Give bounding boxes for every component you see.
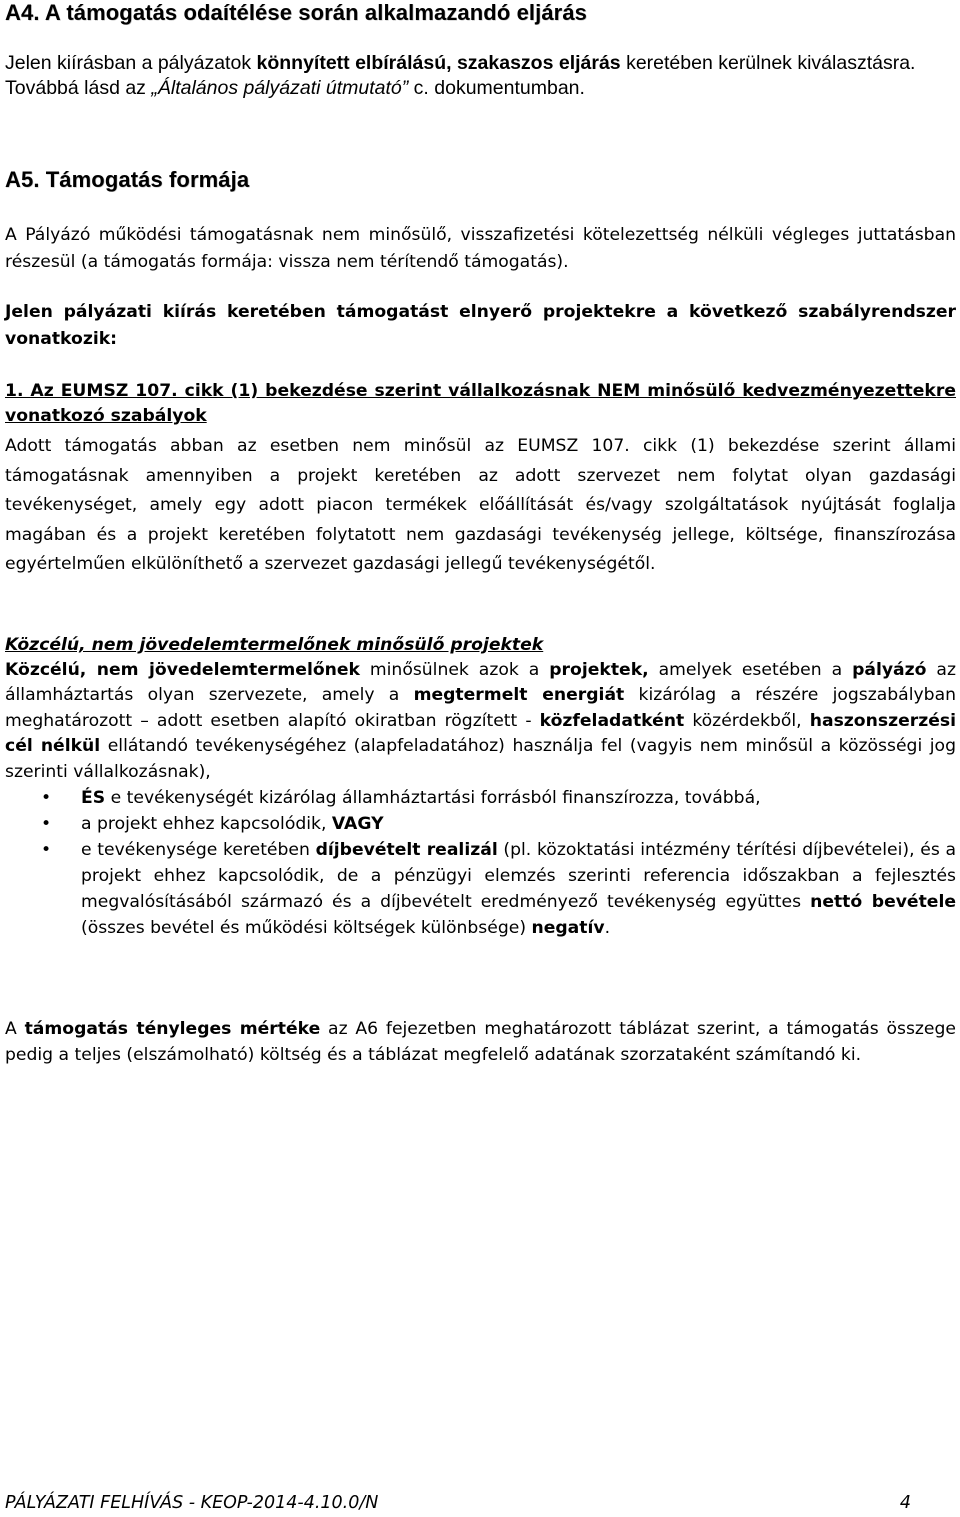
section-a4-heading: A4. A támogatás odaítélése során alkalmazandó eljárás	[5, 0, 588, 25]
list-item	[5, 785, 956, 811]
sr-bold-1: támogatás tényleges mértéke	[24, 1019, 321, 1039]
pp-text-6: ellátandó tevékenységéhez (alapfeladatához) használja fel (vagyis nem minősül a közösségi jog szerinti vállalkozásnak),	[5, 736, 956, 782]
bullet-3-bold-1: díjbevételt realizál	[315, 840, 498, 861]
public-projects-heading: Közcélú, nem jövedelemtermelőnek minősülő projektek	[5, 635, 544, 655]
pp-bold-5: közfeladatként	[539, 710, 685, 731]
a4-paragraph-1	[5, 51, 956, 76]
bullet-1-bold: ÉS	[81, 788, 106, 809]
pp-bold-6: haszonszerzési cél nélkül	[5, 710, 956, 757]
list-item	[5, 811, 956, 837]
bullet-3-bold-2: nettó bevétele	[810, 892, 957, 913]
a4-p2-italic: „Általános pályázati útmutató”	[151, 77, 409, 99]
sr-text-2: az A6 fejezetben meghatározott táblázat szerint, a támogatás összege pedig a teljes (elszámolható) költség és a táblázat megfelelő adatának szorzataként számítandó ki.	[5, 1019, 956, 1065]
public-projects-bullet-list	[5, 785, 956, 941]
pp-bold-2: projektek,	[549, 660, 649, 680]
section-a5-heading: A5. Támogatás formája	[5, 167, 250, 192]
section-a5-body	[5, 222, 956, 276]
pp-bold-3: pályázó	[852, 660, 927, 680]
a5-rule-block	[5, 299, 956, 353]
list-item	[5, 837, 956, 941]
item-1-body: Adott támogatás abban az esetben nem minősül az EUMSZ 107. cikk (1) bekezdése szerint állami támogatásnak amennyiben a projekt keretében az adott szervezet nem folytat olyan gazdasági tevékenységet, amely egy adott piacon termékek előállítását és/vagy szolgáltatások nyújtását foglalja magában és a projekt keretében folytatott nem gazdasági tevékenység jellege, költsége, finanszírozása egyértelműen elkülöníthető a szervezet gazdasági jellegű tevékenységétől.	[5, 436, 956, 574]
sr-text-1: A	[5, 1019, 25, 1039]
a4-p1-prefix: Jelen kiírásban a pályázatok	[5, 52, 257, 74]
pp-bold-4: megtermelt energiát	[413, 685, 625, 706]
bullet-icon: •	[41, 840, 52, 861]
bullet-2-bold: VAGY	[331, 814, 384, 835]
support-rate-section	[5, 1017, 956, 1068]
pp-text-2: amelyek esetében a	[648, 660, 853, 680]
pp-text-1: minősülnek azok a	[359, 660, 550, 680]
a4-p2-prefix: Továbbá lásd az	[5, 77, 152, 99]
page-number: 4	[899, 1493, 911, 1513]
a5-paragraph-1: A Pályázó működési támogatásnak nem minősülő, visszafizetési kötelezettség nélküli végleges juttatásban részesül (a támogatás formája: vissza nem térítendő támogatás).	[5, 225, 956, 272]
bullet-2-text: a projekt ehhez kapcsolódik,	[81, 814, 332, 835]
support-rate-paragraph	[5, 1017, 956, 1068]
a4-p1-bold: könnyített elbírálású, szakaszos eljárás	[256, 52, 621, 74]
bullet-3-text-4: .	[604, 918, 611, 939]
item-1-heading: 1. Az EUMSZ 107. cikk (1) bekezdése szerint vállalkozásnak NEM minősülő kedvezményezettekre vonatkozó szabályok	[5, 381, 956, 426]
a4-paragraph-2	[5, 76, 956, 101]
bullet-3-text-2: (pl. közoktatási intézmény térítési díjbevételei), és a projekt ehhez kapcsolódik, de a pénzügyi elemzés szerinti referencia időszakban a fejlesztés megvalósításából származó és a díjbevételt eredményező tevékenység együttes	[81, 840, 956, 913]
a5-paragraph-2: Jelen pályázati kiírás keretében támogatást elnyerő projektekre a következő szabályrendszer vonatkozik:	[5, 302, 956, 349]
footer-doc-title: PÁLYÁZATI FELHÍVÁS - KEOP-2014-4.10.0/N	[5, 1493, 379, 1513]
a4-p2-suffix: c. dokumentumban.	[408, 77, 585, 99]
pp-text-5: közérdekből,	[684, 710, 810, 731]
public-projects-section	[5, 632, 956, 941]
section-a4-body	[5, 51, 956, 101]
bullet-3-bold-3: negatív	[531, 918, 605, 939]
pp-text-4: kizárólag a részére jogszabályban meghatározott – adott esetben alapító okiratban rögzített -	[5, 685, 956, 731]
bullet-icon: •	[41, 788, 52, 809]
bullet-3-text-1: e tevékenysége keretében	[81, 840, 316, 861]
bullet-1-text: e tevékenységét kizárólag államháztartási forrásból finanszírozza, továbbá,	[105, 788, 761, 809]
pp-text-3: az államháztartás olyan szervezete, amely a	[5, 660, 956, 706]
bullet-icon: •	[41, 814, 52, 835]
a4-p1-suffix: keretében kerülnek kiválasztásra.	[620, 52, 916, 74]
page-footer	[5, 1493, 911, 1513]
bullet-3-text-3: (összes bevétel és működési költségek különbsége)	[81, 918, 532, 939]
pp-bold-1: Közcélú, nem jövedelemtermelőnek	[5, 660, 360, 680]
item-1	[5, 379, 956, 580]
public-projects-paragraph	[5, 658, 956, 785]
